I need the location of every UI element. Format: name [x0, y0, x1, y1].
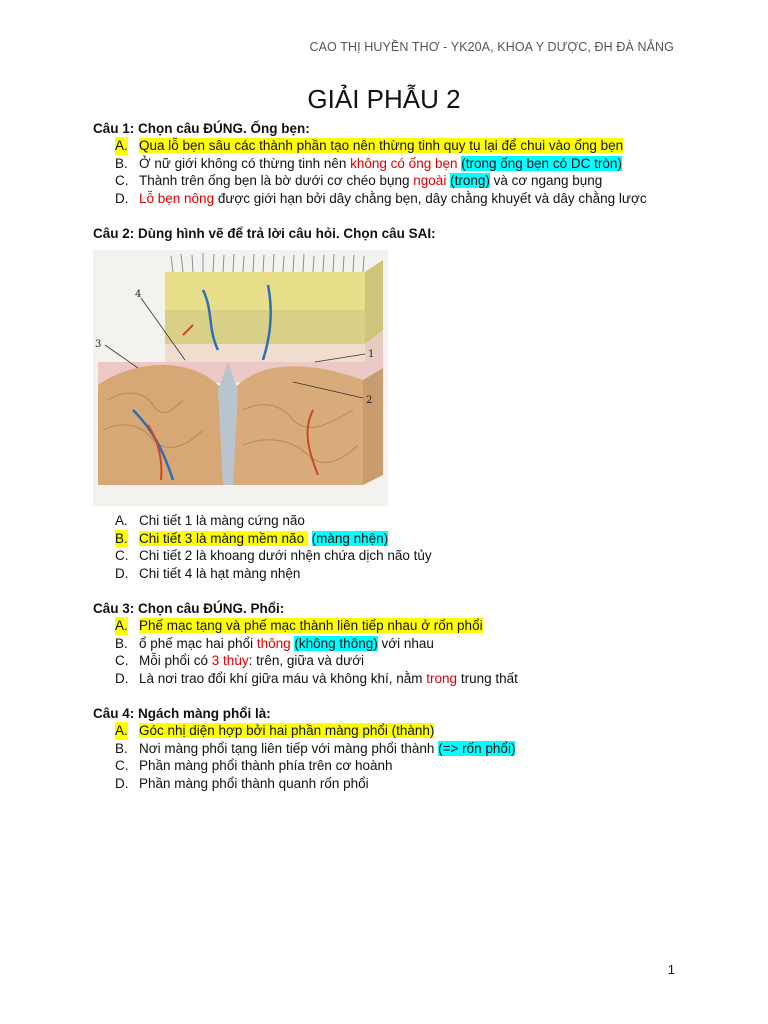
option-letter: A.	[115, 138, 128, 153]
option-list	[93, 722, 693, 792]
option-text: thông	[256, 635, 291, 651]
answer-option	[93, 137, 693, 155]
option-text: (màng nhện)	[311, 530, 389, 546]
answer-option	[93, 722, 693, 740]
option-text: Nơi màng phổi tạng liên tiếp với màng phổi thành	[139, 740, 439, 756]
option-letter: C.	[115, 758, 129, 773]
figure-label-3: 3	[95, 339, 102, 350]
question-title: Câu 2: Dùng hình vẽ để trả lời câu hỏi. Chọn câu SAI:	[93, 226, 436, 241]
option-letter: B.	[115, 635, 128, 651]
option-letter: B.	[115, 155, 128, 171]
page-number: 1	[667, 962, 675, 977]
option-text: Thành trên ống bẹn là bờ dưới cơ chéo bụng	[139, 173, 414, 188]
option-text: Phần màng phổi thành phía trên cơ hoành	[139, 758, 393, 773]
answer-option	[93, 740, 693, 758]
answer-option	[93, 635, 693, 653]
option-text: Mỗi phổi có	[139, 653, 212, 668]
answer-option	[93, 565, 693, 583]
option-text: trung thất	[457, 670, 518, 686]
figure-label-2: 2	[366, 395, 373, 406]
option-text: 3 thùy	[211, 653, 249, 668]
answer-option	[93, 757, 693, 775]
option-list	[93, 617, 693, 687]
option-letter: D.	[115, 190, 129, 206]
option-text: Chi tiết 2 là khoang dưới nhện chứa dịch não tủy	[139, 548, 432, 563]
option-letter: A.	[115, 618, 128, 633]
answer-option	[93, 172, 693, 190]
option-text: (trong ống bẹn có DC tròn)	[461, 155, 622, 171]
page-header: CAO THỊ HUYỀN THƠ - YK20A, KHOA Y DƯỢC, ĐH ĐÀ NẴNG	[309, 40, 674, 54]
figure-label-1: 1	[368, 349, 375, 360]
option-letter: B.	[115, 530, 128, 546]
option-text: Là nơi trao đổi khí giữa máu và không khí, nằm	[139, 670, 427, 686]
option-text: (trong)	[450, 173, 490, 188]
option-text: : trên, giữa và dưới	[248, 653, 365, 668]
answer-option	[93, 775, 693, 793]
option-letter: C.	[115, 653, 129, 668]
question-title: Câu 1: Chọn câu ĐÚNG. Ống bẹn:	[93, 121, 310, 136]
document-body	[93, 120, 693, 810]
question-4	[93, 705, 693, 792]
option-text: và cơ ngang bụng	[489, 173, 603, 188]
option-text: (không thông)	[294, 635, 378, 651]
option-text: Phần màng phổi thành quanh rốn phổi	[139, 775, 369, 791]
option-text: được giới hạn bởi dây chằng bẹn, dây chằng khuyết và dây chằng lược	[214, 190, 647, 206]
option-text: Lỗ bẹn nông	[139, 190, 215, 206]
option-text: trong	[426, 670, 458, 686]
meninges-illustration	[93, 250, 388, 506]
option-text: với nhau	[377, 635, 434, 651]
option-text: Chi tiết 3 là màng mềm não	[139, 530, 308, 546]
option-text: Phế mạc tạng và phế mạc thành liên tiếp nhau ở rốn phổi	[139, 618, 483, 633]
question-3	[93, 600, 693, 687]
page-title: GIẢI PHẪU 2	[307, 84, 461, 114]
answer-option	[93, 155, 693, 173]
option-letter: B.	[115, 740, 128, 756]
option-letter: A.	[115, 513, 128, 528]
option-list	[93, 137, 693, 207]
question-2	[93, 225, 693, 582]
option-letter: A.	[115, 723, 128, 738]
option-letter: D.	[115, 775, 129, 791]
question-1	[93, 120, 693, 207]
option-letter: C.	[115, 548, 129, 563]
option-text: ổ phế mạc hai phổi	[139, 635, 257, 651]
answer-option	[93, 190, 693, 208]
question-title: Câu 4: Ngách màng phổi là:	[93, 706, 271, 721]
answer-option	[93, 547, 693, 565]
option-list	[93, 512, 693, 582]
option-text: Ở nữ giới không có thừng tinh nên	[139, 155, 351, 171]
option-text: không có ống bẹn	[350, 155, 458, 171]
answer-option	[93, 512, 693, 530]
option-text: ngoài	[413, 173, 447, 188]
option-text: Chi tiết 1 là màng cứng não	[139, 513, 305, 528]
answer-option	[93, 530, 693, 548]
question-title: Câu 3: Chọn câu ĐÚNG. Phổi:	[93, 601, 285, 616]
option-text: Góc nhị diện hợp bởi hai phần màng phổi (thành)	[139, 723, 435, 738]
option-letter: D.	[115, 565, 129, 581]
option-text: (=> rốn phổi)	[438, 740, 516, 756]
answer-option	[93, 617, 693, 635]
option-text: Chi tiết 4 là hạt màng nhện	[139, 565, 301, 581]
answer-option	[93, 670, 693, 688]
option-letter: D.	[115, 670, 129, 686]
option-letter: C.	[115, 173, 129, 188]
figure-label-4: 4	[135, 289, 142, 300]
answer-option	[93, 652, 693, 670]
option-text: Qua lỗ bẹn sâu các thành phần tạo nên thừng tinh quy tụ lại để chui vào ống bẹn	[139, 138, 624, 153]
